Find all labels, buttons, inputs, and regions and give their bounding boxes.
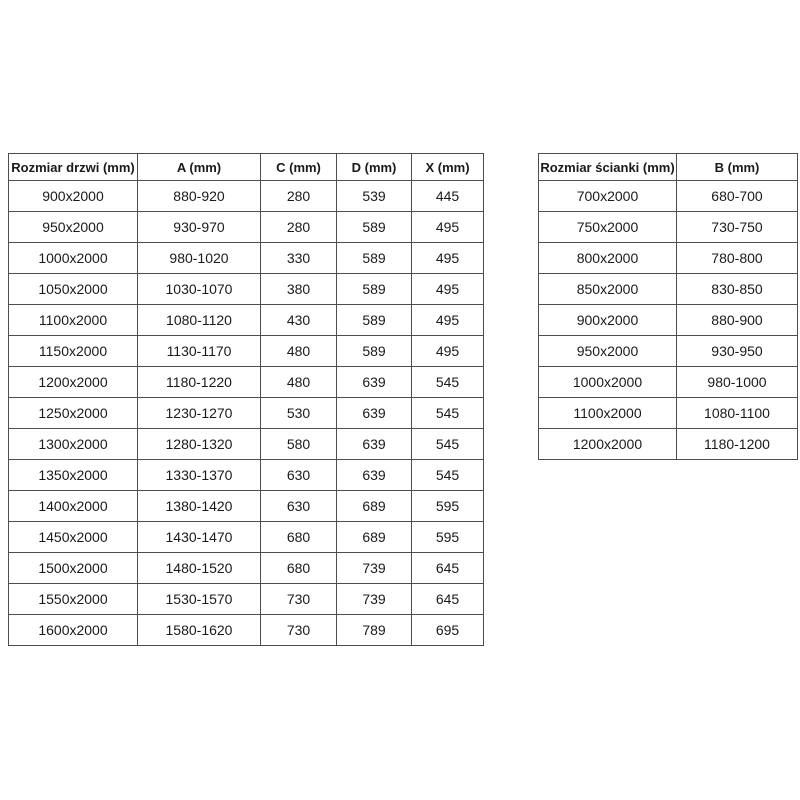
table-cell: 850x2000 bbox=[539, 274, 677, 305]
table-cell: 280 bbox=[261, 212, 337, 243]
table-cell: 880-900 bbox=[677, 305, 798, 336]
table-cell: 950x2000 bbox=[9, 212, 138, 243]
table-cell: 1550x2000 bbox=[9, 584, 138, 615]
table-cell: 1080-1100 bbox=[677, 398, 798, 429]
table-cell: 750x2000 bbox=[539, 212, 677, 243]
table-cell: 1100x2000 bbox=[9, 305, 138, 336]
table-header-row bbox=[9, 154, 484, 181]
table-cell: 1200x2000 bbox=[539, 429, 677, 460]
column-header-rozmiar-scianki: Rozmiar ścianki (mm) bbox=[539, 154, 677, 181]
column-header-d: D (mm) bbox=[337, 154, 412, 181]
table-cell: 900x2000 bbox=[539, 305, 677, 336]
table-cell: 930-950 bbox=[677, 336, 798, 367]
table-cell: 689 bbox=[337, 491, 412, 522]
table-cell: 1330-1370 bbox=[138, 460, 261, 491]
table-cell: 589 bbox=[337, 336, 412, 367]
table-row bbox=[539, 367, 798, 398]
column-header-b: B (mm) bbox=[677, 154, 798, 181]
table-cell: 1000x2000 bbox=[9, 243, 138, 274]
table-cell: 495 bbox=[412, 336, 484, 367]
door-size-table bbox=[8, 153, 484, 646]
table-cell: 1250x2000 bbox=[9, 398, 138, 429]
wall-size-table-container bbox=[538, 153, 797, 460]
table-row bbox=[539, 398, 798, 429]
table-row bbox=[9, 274, 484, 305]
table-cell: 1050x2000 bbox=[9, 274, 138, 305]
table-cell: 545 bbox=[412, 398, 484, 429]
table-cell: 830-850 bbox=[677, 274, 798, 305]
table-row bbox=[9, 181, 484, 212]
table-cell: 1000x2000 bbox=[539, 367, 677, 398]
table-cell: 589 bbox=[337, 243, 412, 274]
table-row bbox=[539, 243, 798, 274]
table-cell: 1350x2000 bbox=[9, 460, 138, 491]
table-row bbox=[9, 460, 484, 491]
table-cell: 730-750 bbox=[677, 212, 798, 243]
table-row bbox=[9, 243, 484, 274]
table-cell: 789 bbox=[337, 615, 412, 646]
table-cell: 1300x2000 bbox=[9, 429, 138, 460]
table-cell: 680-700 bbox=[677, 181, 798, 212]
table-row bbox=[9, 398, 484, 429]
table-row bbox=[9, 212, 484, 243]
table-cell: 980-1020 bbox=[138, 243, 261, 274]
column-header-rozmiar-drzwi: Rozmiar drzwi (mm) bbox=[9, 154, 138, 181]
table-cell: 580 bbox=[261, 429, 337, 460]
table-row bbox=[9, 584, 484, 615]
table-cell: 1180-1200 bbox=[677, 429, 798, 460]
table-cell: 1200x2000 bbox=[9, 367, 138, 398]
table-header-row bbox=[539, 154, 798, 181]
column-header-c: C (mm) bbox=[261, 154, 337, 181]
table-cell: 1230-1270 bbox=[138, 398, 261, 429]
table-cell: 645 bbox=[412, 584, 484, 615]
table-cell: 639 bbox=[337, 367, 412, 398]
table-cell: 530 bbox=[261, 398, 337, 429]
table-row bbox=[539, 429, 798, 460]
column-header-x: X (mm) bbox=[412, 154, 484, 181]
table-cell: 639 bbox=[337, 398, 412, 429]
table-row bbox=[9, 429, 484, 460]
table-cell: 630 bbox=[261, 491, 337, 522]
table-row bbox=[9, 615, 484, 646]
table-cell: 1430-1470 bbox=[138, 522, 261, 553]
table-row bbox=[9, 491, 484, 522]
table-cell: 645 bbox=[412, 553, 484, 584]
table-cell: 480 bbox=[261, 367, 337, 398]
table-cell: 880-920 bbox=[138, 181, 261, 212]
table-cell: 545 bbox=[412, 460, 484, 491]
table-cell: 639 bbox=[337, 460, 412, 491]
table-cell: 380 bbox=[261, 274, 337, 305]
table-cell: 480 bbox=[261, 336, 337, 367]
table-cell: 1480-1520 bbox=[138, 553, 261, 584]
table-cell: 1080-1120 bbox=[138, 305, 261, 336]
table-row bbox=[9, 553, 484, 584]
door-size-table-container bbox=[8, 153, 483, 646]
table-cell: 1450x2000 bbox=[9, 522, 138, 553]
table-cell: 1530-1570 bbox=[138, 584, 261, 615]
table-cell: 900x2000 bbox=[9, 181, 138, 212]
table-row bbox=[9, 367, 484, 398]
table-cell: 800x2000 bbox=[539, 243, 677, 274]
table-row bbox=[9, 305, 484, 336]
table-cell: 495 bbox=[412, 305, 484, 336]
table-cell: 739 bbox=[337, 584, 412, 615]
table-cell: 695 bbox=[412, 615, 484, 646]
table-row bbox=[9, 522, 484, 553]
table-cell: 430 bbox=[261, 305, 337, 336]
table-row bbox=[539, 336, 798, 367]
table-cell: 730 bbox=[261, 615, 337, 646]
table-cell: 950x2000 bbox=[539, 336, 677, 367]
table-cell: 589 bbox=[337, 212, 412, 243]
table-cell: 930-970 bbox=[138, 212, 261, 243]
table-row bbox=[539, 212, 798, 243]
table-row bbox=[539, 274, 798, 305]
table-cell: 1100x2000 bbox=[539, 398, 677, 429]
table-cell: 1030-1070 bbox=[138, 274, 261, 305]
table-cell: 445 bbox=[412, 181, 484, 212]
table-cell: 330 bbox=[261, 243, 337, 274]
table-row bbox=[539, 305, 798, 336]
table-cell: 495 bbox=[412, 243, 484, 274]
table-cell: 730 bbox=[261, 584, 337, 615]
table-cell: 589 bbox=[337, 305, 412, 336]
table-cell: 1580-1620 bbox=[138, 615, 261, 646]
table-cell: 1600x2000 bbox=[9, 615, 138, 646]
table-cell: 1150x2000 bbox=[9, 336, 138, 367]
table-cell: 545 bbox=[412, 367, 484, 398]
table-cell: 595 bbox=[412, 491, 484, 522]
wall-size-table bbox=[538, 153, 798, 460]
table-cell: 680 bbox=[261, 522, 337, 553]
column-header-a: A (mm) bbox=[138, 154, 261, 181]
table-cell: 539 bbox=[337, 181, 412, 212]
table-row bbox=[9, 336, 484, 367]
table-cell: 1400x2000 bbox=[9, 491, 138, 522]
table-cell: 495 bbox=[412, 274, 484, 305]
table-cell: 545 bbox=[412, 429, 484, 460]
table-cell: 980-1000 bbox=[677, 367, 798, 398]
table-cell: 739 bbox=[337, 553, 412, 584]
table-cell: 700x2000 bbox=[539, 181, 677, 212]
table-cell: 689 bbox=[337, 522, 412, 553]
table-row bbox=[539, 181, 798, 212]
table-cell: 495 bbox=[412, 212, 484, 243]
table-cell: 589 bbox=[337, 274, 412, 305]
table-cell: 595 bbox=[412, 522, 484, 553]
table-cell: 680 bbox=[261, 553, 337, 584]
table-cell: 1280-1320 bbox=[138, 429, 261, 460]
table-cell: 780-800 bbox=[677, 243, 798, 274]
table-cell: 280 bbox=[261, 181, 337, 212]
table-cell: 630 bbox=[261, 460, 337, 491]
table-cell: 1380-1420 bbox=[138, 491, 261, 522]
table-cell: 1180-1220 bbox=[138, 367, 261, 398]
table-cell: 639 bbox=[337, 429, 412, 460]
table-cell: 1500x2000 bbox=[9, 553, 138, 584]
table-cell: 1130-1170 bbox=[138, 336, 261, 367]
